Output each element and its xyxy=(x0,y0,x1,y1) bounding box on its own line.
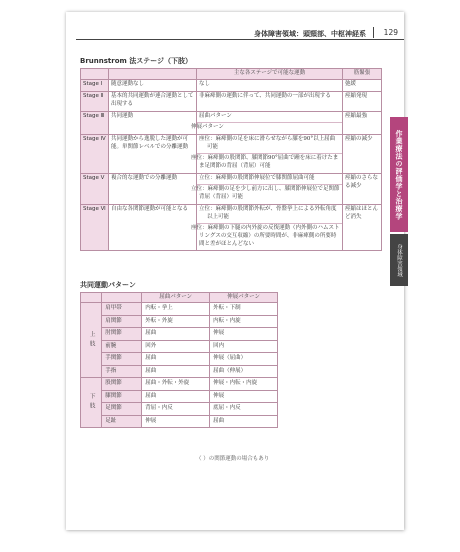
stage-tone: 痙縮はほとんど消失 xyxy=(343,204,382,251)
table-row xyxy=(81,415,278,428)
group-label-upper: 上肢 xyxy=(81,303,102,378)
stage-tone: 痙縮最強 xyxy=(343,111,382,134)
table-row xyxy=(81,340,278,353)
stage-tone: 痙縮のさらなる減少 xyxy=(343,173,382,204)
header-cell-flexion: 屈曲パターン xyxy=(142,293,210,303)
movement-line: 座位：麻痺側の下腿の内外旋の反復運動（内外側のハムストリングスの交互収縮）の所要時間が、非麻痺側の所要時間と差がほとんどない xyxy=(197,223,342,249)
stage-label: Stage Ⅱ xyxy=(81,91,109,111)
header-rule xyxy=(76,39,404,40)
stage-description: 共同運動 xyxy=(109,111,197,134)
joint-name: 足趾 xyxy=(102,415,142,428)
movement-line: 立位：麻痺側の股関節外転が、骨盤挙上による外転角度以上可能 xyxy=(199,206,337,221)
flexion-value: 外転・外旋 xyxy=(142,315,210,328)
flexion-value: 屈曲 xyxy=(142,390,210,403)
stage-movement xyxy=(191,173,343,204)
extension-value: 伸展（屈曲） xyxy=(210,353,278,366)
stage-tone: 痙縮発現 xyxy=(343,91,382,111)
table-row xyxy=(81,315,278,328)
flexion-value: 回外 xyxy=(142,340,210,353)
movement-line: 立位：麻痺側の足を少し前方に出し、膝関節伸展位で足関節背屈（背屈）可能 xyxy=(197,184,342,202)
table-row xyxy=(81,328,278,341)
joint-name: 手関節 xyxy=(102,353,142,366)
extension-value: 屈曲（伸展） xyxy=(210,365,278,378)
stage-tone: 痙縮の減少 xyxy=(343,134,382,173)
table-row xyxy=(81,390,278,403)
side-tab-primary: 作業療法の評価学と治療学 xyxy=(390,117,408,232)
flexion-value: 屈曲 xyxy=(142,353,210,366)
table-note: （ ）の関節運動の場合もあり xyxy=(196,456,270,462)
header-cell xyxy=(81,293,102,303)
stage-description: 自由な各関節運動が可能となる xyxy=(109,204,197,251)
table-row xyxy=(81,403,278,416)
stage-description: 複合的な運動での分離運動 xyxy=(109,173,197,204)
stage-movement: なし xyxy=(197,79,343,91)
synergy-header-row xyxy=(81,293,278,303)
joint-name: 膝関節 xyxy=(102,390,142,403)
table-row xyxy=(81,303,278,316)
brunnstrom-header-row xyxy=(81,69,382,80)
synergy-table xyxy=(80,292,278,428)
header-cell-tone: 筋緊張 xyxy=(343,69,382,80)
flexion-value: 屈曲 xyxy=(142,328,210,341)
movement-line: 立位：麻痺側の股関節伸展位で膝関節屈曲可能 xyxy=(199,175,315,182)
stage-tone: 弛緩 xyxy=(343,79,382,91)
stage-movement: 非麻痺側の運動に伴って、共同運動の一部が出現する xyxy=(197,91,343,111)
joint-name: 前腕 xyxy=(102,340,142,353)
table-row xyxy=(81,378,278,391)
brunnstrom-title: Brunnstrom 法ステージ（下肢） xyxy=(80,57,192,65)
stage-description: 共同運動から逸脱した運動が可能。単関節レベルでの分離運動 xyxy=(109,134,197,173)
table-row xyxy=(81,79,382,91)
book-page xyxy=(66,12,404,530)
header-cell xyxy=(81,69,109,80)
extension-value: 回内 xyxy=(210,340,278,353)
stage-label: Stage Ⅰ xyxy=(81,79,109,91)
movement-line: 伸展パターン xyxy=(197,122,342,132)
extension-value: 伸展 xyxy=(210,328,278,341)
flexion-value: 伸展 xyxy=(142,415,210,428)
header-cell xyxy=(102,293,142,303)
table-row xyxy=(81,173,382,204)
side-tab-secondary: 身体障害領域 xyxy=(390,234,408,286)
table-row xyxy=(81,134,382,173)
header-cell-movement: 主な各ステージで可能な運動 xyxy=(197,69,343,80)
stage-movement xyxy=(191,111,343,134)
flexion-value: 内転・挙上 xyxy=(142,303,210,316)
stage-description: 基本的共同運動が連合運動として出現する xyxy=(109,91,197,111)
extension-value: 伸展・内転・内旋 xyxy=(210,378,278,391)
stage-movement xyxy=(191,134,343,173)
joint-name: 手指 xyxy=(102,365,142,378)
movement-line: 座位：麻痺側の股関節、膝関節90°屈曲で踵を床に着けたまま足関節の背屈（背屈）可能 xyxy=(197,153,342,171)
flexion-value: 背屈・内反 xyxy=(142,403,210,416)
flexion-value: 屈曲・外転・外旋 xyxy=(142,378,210,391)
header-cell xyxy=(109,69,197,80)
extension-value: 伸展 xyxy=(210,390,278,403)
running-title: 身体障害領域：頭頸部、中枢神経系 xyxy=(254,30,366,38)
stage-label: Stage Ⅳ xyxy=(81,134,109,173)
table-row xyxy=(81,91,382,111)
extension-value: 屈曲 xyxy=(210,415,278,428)
extension-value: 外転・下制 xyxy=(210,303,278,316)
group-label-lower: 下肢 xyxy=(81,378,102,428)
extension-value: 内転・内旋 xyxy=(210,315,278,328)
stage-description: 随意運動なし xyxy=(109,79,197,91)
table-row xyxy=(81,111,382,134)
synergy-title: 共同運動パターン xyxy=(80,281,136,289)
brunnstrom-table xyxy=(80,68,382,251)
extension-value: 底屈・内反 xyxy=(210,403,278,416)
joint-name: 肘関節 xyxy=(102,328,142,341)
stage-movement xyxy=(191,204,343,251)
joint-name: 足関節 xyxy=(102,403,142,416)
stage-label: Stage Ⅲ xyxy=(81,111,109,134)
table-row xyxy=(81,353,278,366)
joint-name: 肩関節 xyxy=(102,315,142,328)
flexion-value: 屈曲 xyxy=(142,365,210,378)
stage-label: Stage Ⅴ xyxy=(81,173,109,204)
movement-line: 屈曲パターン xyxy=(199,113,232,120)
header-cell-extension: 伸展パターン xyxy=(210,293,278,303)
header-separator xyxy=(373,27,374,38)
joint-name: 股関節 xyxy=(102,378,142,391)
page-number: 129 xyxy=(383,28,398,37)
table-row xyxy=(81,365,278,378)
movement-line: 座位：麻痺側の足を床に滑らせながら膝を90°以上屈曲可能 xyxy=(199,136,336,151)
stage-label: Stage Ⅵ xyxy=(81,204,109,251)
table-row xyxy=(81,204,382,251)
joint-name: 肩甲帯 xyxy=(102,303,142,316)
